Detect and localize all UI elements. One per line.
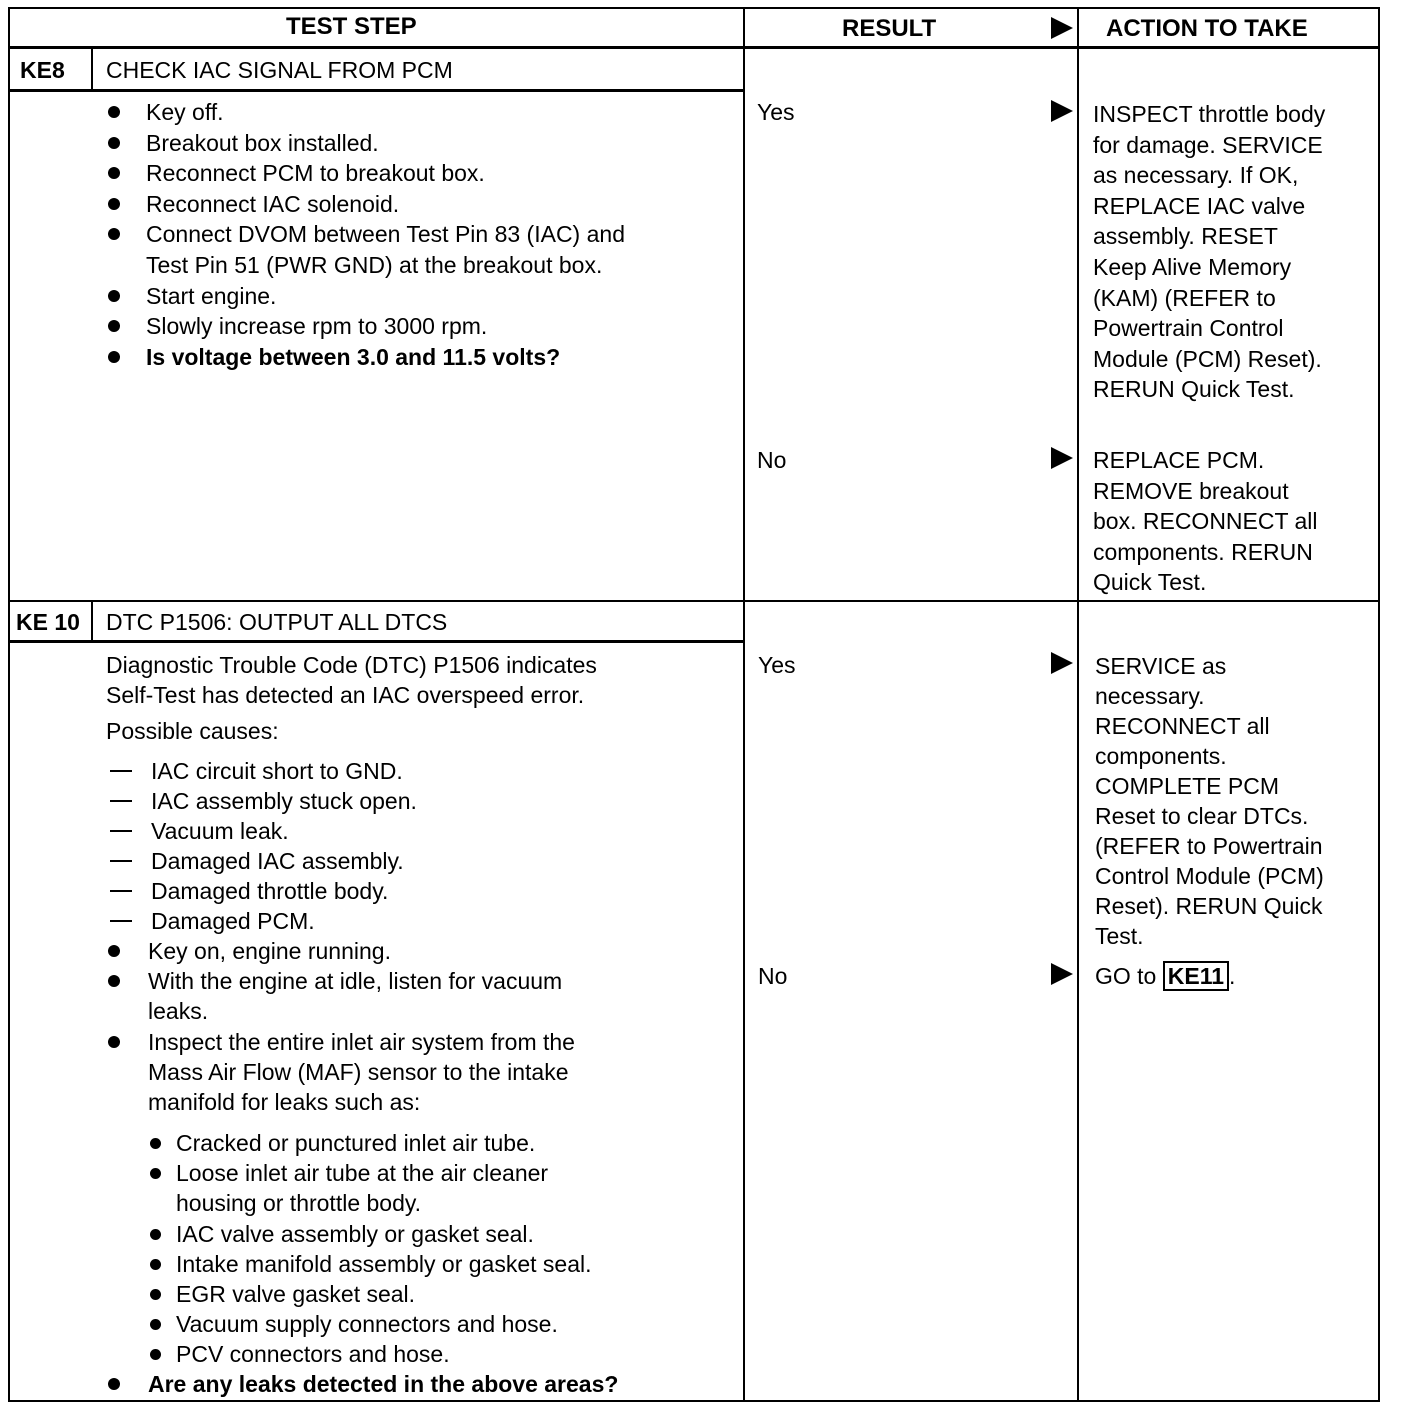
ke10-yes-action-line: Reset to clear DTCs. xyxy=(1095,803,1309,829)
ke10-sub-item: EGR valve gasket seal. xyxy=(176,1281,416,1307)
sub-bullet-icon xyxy=(150,1259,161,1270)
result-arrow-icon xyxy=(1051,963,1073,985)
ke8-yes-action-line: Module (PCM) Reset). xyxy=(1093,346,1322,372)
sub-bullet-icon xyxy=(150,1319,161,1330)
dash-icon xyxy=(110,860,132,862)
ke10-yes-action-line: necessary. xyxy=(1095,683,1205,709)
sub-bullet-icon xyxy=(150,1138,161,1149)
bullet-icon xyxy=(108,351,120,363)
header-action: ACTION TO TAKE xyxy=(1106,15,1308,42)
ke10-sub-item: Cracked or punctured inlet air tube. xyxy=(176,1130,536,1156)
sub-bullet-icon xyxy=(150,1289,161,1300)
dash-icon xyxy=(110,920,132,922)
ke8-step-title: CHECK IAC SIGNAL FROM PCM xyxy=(106,57,453,83)
ke8-no-action-line: components. RERUN xyxy=(1093,539,1313,565)
ke10-bullet: With the engine at idle, listen for vacuum xyxy=(148,968,563,994)
ke10-sub-item: Loose inlet air tube at the air cleaner xyxy=(176,1160,549,1186)
bullet-icon xyxy=(108,320,120,332)
ke10-yes-label: Yes xyxy=(758,652,796,678)
ke10-question: Are any leaks detected in the above areas? xyxy=(148,1371,619,1397)
ke8-question: Is voltage between 3.0 and 11.5 volts? xyxy=(146,344,561,370)
sub-bullet-icon xyxy=(150,1168,161,1179)
ke8-no-action-line: REMOVE breakout xyxy=(1093,478,1289,504)
ke10-yes-action-line: SERVICE as xyxy=(1095,653,1227,679)
ke8-yes-action-line: Keep Alive Memory xyxy=(1093,254,1292,280)
ke10-cause: IAC circuit short to GND. xyxy=(151,758,403,784)
ke10-bullet: Key on, engine running. xyxy=(148,938,391,964)
ke8-yes-action-line: RERUN Quick Test. xyxy=(1093,376,1295,402)
ke8-no-label: No xyxy=(757,447,787,473)
ke10-sub-item: Intake manifold assembly or gasket seal. xyxy=(176,1251,592,1277)
ke10-yes-action-line: components. xyxy=(1095,743,1227,769)
header-arrow-icon xyxy=(1051,17,1073,39)
ke10-no-label: No xyxy=(758,963,788,989)
ke10-yes-action-line: Control Module (PCM) xyxy=(1095,863,1324,889)
bullet-icon xyxy=(108,167,120,179)
ke10-bullet: Inspect the entire inlet air system from the xyxy=(148,1029,575,1055)
ke8-yes-action-line: REPLACE IAC valve xyxy=(1093,193,1306,219)
ke8-bullet: Reconnect PCM to breakout box. xyxy=(146,160,485,186)
ke8-bullet: Breakout box installed. xyxy=(146,130,379,156)
dash-icon xyxy=(110,800,132,802)
dash-icon xyxy=(110,830,132,832)
ke10-title-underline xyxy=(8,640,743,643)
ke8-bullet: Key off. xyxy=(146,99,224,125)
header-bottom-border xyxy=(8,46,1380,49)
ke8-step-id: KE8 xyxy=(20,57,65,83)
ke8-yes-action-line: assembly. RESET xyxy=(1093,223,1278,249)
ke10-sub-item: IAC valve assembly or gasket seal. xyxy=(176,1221,534,1247)
ke8-bullet: Start engine. xyxy=(146,283,277,309)
ke8-yes-action-line: (KAM) (REFER to xyxy=(1093,285,1276,311)
ke10-no-action xyxy=(1095,961,1235,991)
ke10-bullet-continuation: Mass Air Flow (MAF) sensor to the intake xyxy=(148,1059,569,1085)
sub-bullet-icon xyxy=(150,1229,161,1240)
ke8-bullet: Slowly increase rpm to 3000 rpm. xyxy=(146,313,488,339)
ke10-step-title: DTC P1506: OUTPUT ALL DTCS xyxy=(106,609,448,635)
ke8-title-underline xyxy=(8,89,743,92)
header-test-step: TEST STEP xyxy=(286,13,417,40)
result-arrow-icon xyxy=(1051,100,1073,122)
bullet-icon xyxy=(108,1378,120,1390)
go-to-suffix: . xyxy=(1229,963,1236,989)
bullet-icon xyxy=(108,106,120,118)
ke8-yes-action-line: INSPECT throttle body xyxy=(1093,101,1326,127)
result-column-border xyxy=(743,7,745,1402)
ke8-no-action-line: REPLACE PCM. xyxy=(1093,447,1265,473)
ke8-yes-label: Yes xyxy=(757,99,795,125)
ke8-bullet: Connect DVOM between Test Pin 83 (IAC) and xyxy=(146,221,625,247)
action-column-border xyxy=(1077,7,1079,1402)
ke10-cause: Damaged throttle body. xyxy=(151,878,389,904)
left-border xyxy=(8,7,10,1402)
bullet-icon xyxy=(108,945,120,957)
ke10-yes-action-line: RECONNECT all xyxy=(1095,713,1270,739)
ke8-no-action-line: Quick Test. xyxy=(1093,569,1207,595)
sub-bullet-icon xyxy=(150,1349,161,1360)
right-border xyxy=(1378,7,1380,1402)
ke10-id-divider xyxy=(91,602,93,642)
dash-icon xyxy=(110,890,132,892)
ke10-bullet-continuation: leaks. xyxy=(148,998,209,1024)
result-arrow-icon xyxy=(1051,652,1073,674)
ke10-step-id: KE 10 xyxy=(16,609,80,635)
ke8-yes-action-line: for damage. SERVICE xyxy=(1093,132,1323,158)
ke10-intro-line: Diagnostic Trouble Code (DTC) P1506 indicates xyxy=(106,652,597,678)
ke10-yes-action-line: (REFER to Powertrain xyxy=(1095,833,1323,859)
bullet-icon xyxy=(108,137,120,149)
ke10-cause: Damaged IAC assembly. xyxy=(151,848,404,874)
ke10-sub-item: PCV connectors and hose. xyxy=(176,1341,450,1367)
ke10-intro-line: Self-Test has detected an IAC overspeed error. xyxy=(106,682,585,708)
ke10-cause: Vacuum leak. xyxy=(151,818,289,844)
result-arrow-icon xyxy=(1051,447,1073,469)
header-result: RESULT xyxy=(842,15,937,42)
bullet-icon xyxy=(108,290,120,302)
ke8-id-divider xyxy=(91,49,93,91)
ke10-cause: Damaged PCM. xyxy=(151,908,315,934)
bullet-icon xyxy=(108,228,120,240)
ke8-yes-action-line: Powertrain Control xyxy=(1093,315,1284,341)
ke10-cause: IAC assembly stuck open. xyxy=(151,788,417,814)
ke8-bullet-continuation: Test Pin 51 (PWR GND) at the breakout box. xyxy=(146,252,603,278)
ke8-bullet: Reconnect IAC solenoid. xyxy=(146,191,400,217)
ke8-no-action-line: box. RECONNECT all xyxy=(1093,508,1318,534)
row-divider xyxy=(8,600,1380,602)
ke10-bullet-continuation: manifold for leaks such as: xyxy=(148,1089,421,1115)
ke10-sub-item: Vacuum supply connectors and hose. xyxy=(176,1311,558,1337)
ke10-causes-label: Possible causes: xyxy=(106,718,279,744)
bullet-icon xyxy=(108,198,120,210)
go-to-text: GO to xyxy=(1095,963,1157,989)
bullet-icon xyxy=(108,1036,120,1048)
dash-icon xyxy=(110,770,132,772)
bullet-icon xyxy=(108,975,120,987)
ke10-yes-action-line: Test. xyxy=(1095,923,1144,949)
table-bottom-border xyxy=(8,1400,1380,1402)
table-top-border xyxy=(8,7,1380,9)
ke8-yes-action-line: as necessary. If OK, xyxy=(1093,162,1299,188)
ke10-yes-action-line: Reset). RERUN Quick xyxy=(1095,893,1323,919)
ke11-step-reference[interactable]: KE11 xyxy=(1163,961,1229,991)
ke10-yes-action-line: COMPLETE PCM xyxy=(1095,773,1280,799)
ke10-sub-item-continuation: housing or throttle body. xyxy=(176,1190,422,1216)
